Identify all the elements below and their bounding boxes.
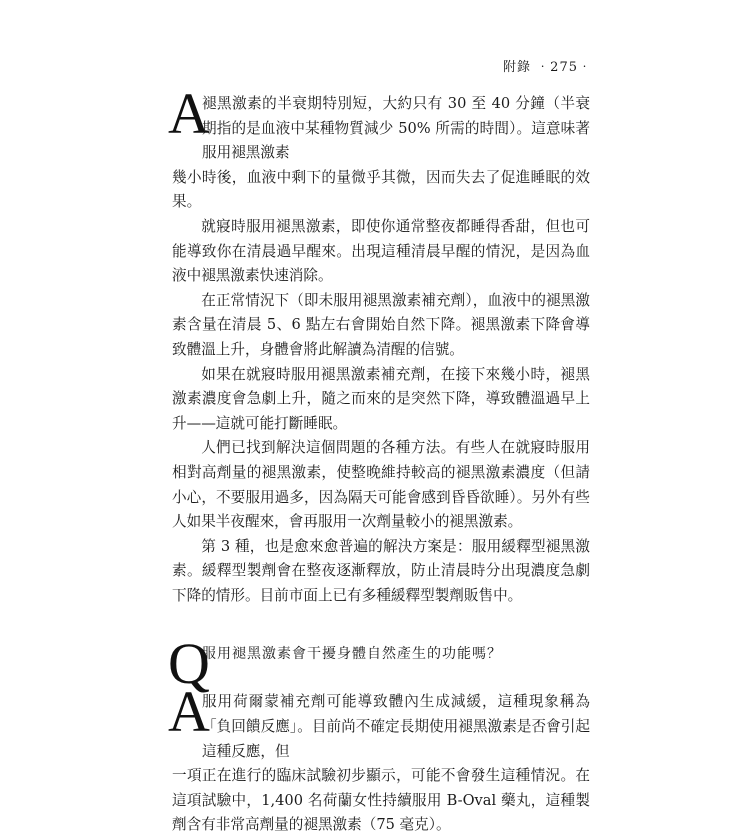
paragraph-3: 如果在就寢時服用褪黑激素補充劑，在接下來幾小時，褪黑激素濃度會急劇上升，隨之而來的是突然下降，導致體溫過早上升——這就可能打斷睡眠。 — [172, 365, 590, 432]
answer2-continuation: 一項正在進行的臨床試驗初步顯示，可能不會發生這種情況。在這項試驗中，1,400 名荷蘭女性持續服用 B-Oval 藥丸，這種製劑含有非常高劑量的褪黑激素（75 毫克）。 — [172, 767, 590, 834]
answer-block-2 — [168, 679, 590, 764]
question-block — [168, 631, 590, 697]
answer-block-1 — [168, 81, 590, 166]
page-content — [168, 81, 590, 838]
drop-cap-a-2: A — [168, 679, 210, 745]
answer-first-lines: 褪黑激素的半衰期特別短，大約只有 30 至 40 分鐘（半衰期指的是血液中某種物質減少 50% 所需的時間）。這意味著服用褪黑激素 — [202, 95, 590, 162]
question-text: 服用褪黑激素會干擾身體自然產生的功能嗎？ — [202, 646, 502, 663]
paragraph-4: 人們已找到解決這個問題的各種方法。有些人在就寢時服用相對高劑量的褪黑激素，使整晚維持較高的褪黑激素濃度（但請小心，不要服用過多，因為隔天可能會感到昏昏欲睡）。另外有些人如果半夜醒來，會再服用一次劑量較小的褪黑激素。 — [172, 439, 590, 531]
answer2-first-lines: 服用荷爾蒙補充劑可能導致體內生成減緩，這種現象稱為「負回饋反應」。目前尚不確定長期使用褪黑激素是否會引起這種反應，但 — [202, 693, 590, 760]
paragraph-5: 第 3 種，也是愈來愈普遍的解決方案是：服用緩釋型褪黑激素。緩釋型製劑會在整夜逐漸釋放，防止清晨時分出現濃度急劇下降的情形。目前市面上已有多種緩釋型製劑販售中。 — [172, 537, 590, 604]
page-header: 附錄 ‧275‧ — [503, 60, 592, 75]
drop-cap-a: A — [168, 81, 210, 146]
paragraph-1: 就寢時服用褪黑激素，即使你通常整夜都睡得香甜，但也可能導致你在清晨過早醒來。出現這種清晨早醒的情況，是因為血液中褪黑激素快速消除。 — [172, 217, 590, 285]
paragraph-2: 在正常情況下（即未服用褪黑激素補充劑），血液中的褪黑激素含量在清晨 5、6 點左右會開始自然下降。褪黑激素下降會導致體溫上升，身體會將此解讀為清醒的信號。 — [172, 291, 590, 358]
answer-continuation: 幾小時後，血液中剩下的量微乎其微，因而失去了促進睡眠的效果。 — [172, 168, 590, 211]
drop-cap-q: Q — [168, 631, 211, 697]
